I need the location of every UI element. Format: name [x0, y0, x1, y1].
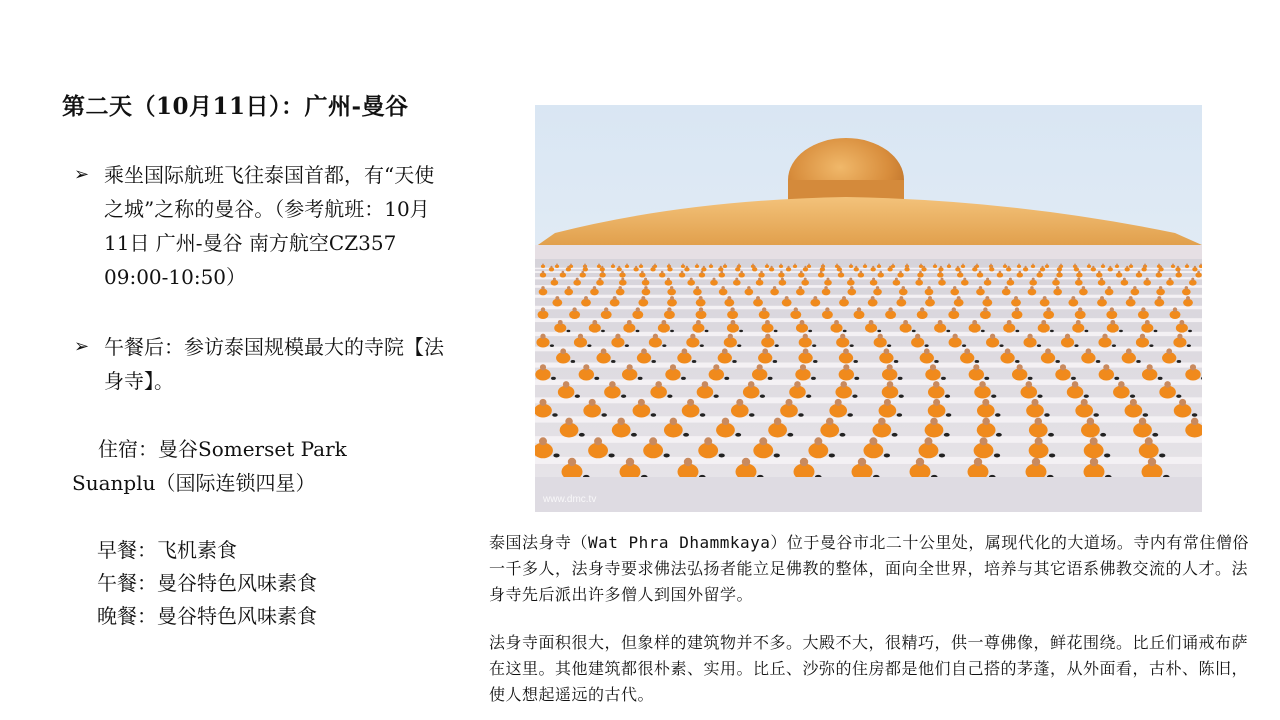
itinerary-item-flight [74, 158, 454, 294]
arrow-bullet-icon: ➢ [74, 336, 90, 357]
meals-info [97, 534, 317, 633]
breakfast-line: 早餐：飞机素食 [97, 538, 237, 562]
photo-watermark: www.dmc.tv [543, 494, 597, 505]
temple-photo [535, 105, 1202, 512]
lodging-line-2: Suanplu（国际连锁四星） [72, 471, 316, 495]
page-title: 第二天（10月11日）：广州-曼谷 [62, 93, 409, 120]
itinerary-text: 乘坐国际航班飞往泰国首都，有“天使之城”之称的曼谷。（参考航班：10月11日 广州-曼谷 南方航空CZ357 09:00-10:50） [104, 163, 435, 289]
lodging-info [72, 432, 462, 500]
lunch-line: 午餐：曼谷特色风味素食 [97, 571, 317, 595]
temple-description-1: 泰国法身寺（Wat Phra Dhammkaya）位于曼谷市北二十公里处，属现代化的大道场。寺内有常住僧俗一千多人，法身寺要求佛法弘扬者能立足佛教的整体，面向全世界，培养与其它语系佛教交流的人才。法身寺先后派出许多僧人到国外留学。 [489, 533, 1249, 604]
lodging-line-1: 住宿：曼谷Somerset Park [98, 437, 347, 461]
itinerary-text: 午餐后：参访泰国规模最大的寺院【法身寺】。 [104, 335, 444, 393]
arrow-bullet-icon: ➢ [74, 164, 90, 185]
temple-description-2: 法身寺面积很大，但象样的建筑物并不多。大殿不大，很精巧，供一尊佛像，鲜花围绕。比丘们诵戒布萨在这里。其他建筑都很朴素、实用。比丘、沙弥的住房都是他们自己搭的茅蓬，从外面看，古朴、陈旧，使人想起遥远的古代。 [489, 633, 1249, 704]
dinner-line: 晚餐：曼谷特色风味素食 [97, 604, 317, 628]
itinerary-item-temple [74, 330, 454, 398]
